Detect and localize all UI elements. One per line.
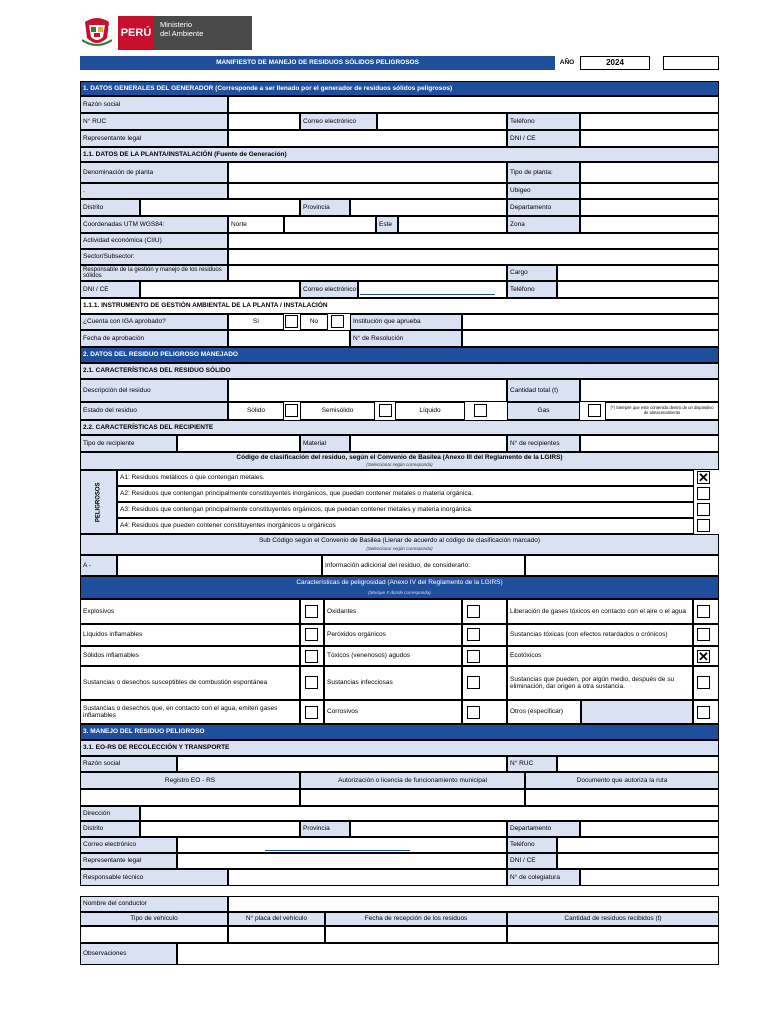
actividad-field[interactable] <box>228 233 719 249</box>
coat-of-arms-icon <box>82 16 112 48</box>
resolucion-label: N° de Resolución <box>350 330 462 347</box>
observaciones-field[interactable] <box>177 943 719 965</box>
no-checkbox[interactable] <box>331 315 344 328</box>
year-label: AÑO <box>559 59 575 67</box>
cantidad-recibidos-header: Cantidad de residuos recibidos (t) <box>507 912 719 926</box>
colegiatura-field[interactable] <box>580 869 719 886</box>
ecotoxicos-checkbox[interactable]: ✕ <box>698 649 709 664</box>
provincia-field[interactable] <box>350 199 507 216</box>
correo-label: Correo electrónico <box>300 113 377 130</box>
code-a1-checkbox[interactable]: ✕ <box>698 470 709 485</box>
dni-field[interactable] <box>580 130 719 147</box>
address-field[interactable] <box>228 183 507 199</box>
gas-label: Gas <box>507 402 580 420</box>
combustion-checkbox[interactable] <box>305 676 318 689</box>
cantidad-label: Cantidad total (t) <box>507 379 580 402</box>
telefono-field[interactable] <box>580 113 719 130</box>
code-a4-checkbox[interactable] <box>697 519 710 532</box>
peru-logo-text: PERÚ <box>120 27 152 39</box>
form-title: MANIFIESTO DE MANEJO DE RESIDUOS SÓLIDOS PELIGROSOS <box>80 56 555 70</box>
ruc-label: N° RUC <box>80 113 228 130</box>
eo-rep-field[interactable] <box>177 853 507 869</box>
section1-header: 1. DATOS GENERALES DEL GENERADOR (Corresponde a ser llenado por el generador de residuos sólidos peligrosos) <box>80 81 719 96</box>
institucion-field[interactable] <box>462 314 719 330</box>
registro-header: Registro EO - RS <box>80 772 300 789</box>
resp-dni-label: DNI / CE <box>80 281 140 298</box>
cargo-field[interactable] <box>557 265 719 281</box>
eo-distrito-label: Distrito <box>80 821 140 837</box>
otros-field[interactable] <box>581 700 693 724</box>
fecha-aprob-label: Fecha de aprobación <box>80 330 228 347</box>
liberacion-checkbox[interactable] <box>697 605 710 618</box>
iga-label: ¿Cuenta con IGA aprobado? <box>80 314 228 330</box>
section21-header: 2.1. CARACTERÍSTICAS DEL RESIDUO SÓLIDO <box>80 363 719 379</box>
eo-ruc-label: N° RUC <box>507 756 557 772</box>
responsable-field[interactable] <box>228 265 507 281</box>
si-checkbox[interactable] <box>285 315 298 328</box>
gas-checkbox[interactable] <box>588 404 601 417</box>
code-a2-checkbox[interactable] <box>697 487 710 500</box>
no-label: No <box>300 314 328 330</box>
infecciosas-label: Sustancias infecciosas <box>324 666 462 700</box>
peligrosos-label: PELIGROSOS <box>95 482 102 522</box>
eo-departamento-label: Departamento <box>507 821 580 837</box>
eo-razon-field[interactable] <box>177 756 507 772</box>
n-recipientes-label: N° de recipientes <box>507 435 580 452</box>
resp-correo-field[interactable] <box>358 281 507 298</box>
autorizacion-field[interactable] <box>300 789 525 806</box>
razon-social-label: Razón social <box>80 96 228 113</box>
resp-tecnico-field[interactable] <box>228 869 507 886</box>
distrito-field[interactable] <box>140 199 300 216</box>
responsable-label: Responsable de la gestión y manejo de los residuos sólidos <box>80 265 228 281</box>
eo-ruc-field[interactable] <box>557 756 719 772</box>
subcodigo-subheader: (Seleccionar según corresponda) <box>366 546 433 551</box>
denominacion-field[interactable] <box>228 162 507 183</box>
resp-telefono-field[interactable] <box>557 281 719 298</box>
tipo-vehiculo-field[interactable] <box>80 926 228 943</box>
liquido-label: Líquido <box>395 402 465 420</box>
actividad-label: Actividad económica (CIIU) <box>80 233 228 249</box>
placa-header: N° placa del vehículo <box>228 912 325 926</box>
otros-checkbox[interactable] <box>697 706 710 719</box>
sector-field[interactable] <box>228 249 719 265</box>
corrosivos-label: Corrosivos <box>324 700 462 724</box>
solidos-inf-checkbox[interactable] <box>305 650 318 663</box>
codigo-header: Código de clasificación del residuo, según el Convenio de Basilea (Anexo III del Reglamento de la LGIRS) <box>80 452 719 470</box>
eo-provincia-field[interactable] <box>350 821 507 837</box>
ruc-field[interactable] <box>228 113 300 130</box>
norte-label: Norte <box>228 216 284 233</box>
ecotoxicos-label: Ecotóxicos <box>507 646 693 666</box>
resolucion-field[interactable] <box>462 330 719 347</box>
resp-tecnico-label: Responsable técnico <box>80 869 228 886</box>
documento-header: Documento que autoriza la ruta <box>525 772 719 789</box>
eo-dni-label: DNI / CE <box>507 853 557 869</box>
toxicos-label: Tóxicos (venenosos) agudos <box>324 646 462 666</box>
sector-label: Sector/Subsector: <box>80 249 228 265</box>
eo-rep-label: Representante legal <box>80 853 177 869</box>
fecha-recepcion-header: Fecha de recepción de los residuos <box>325 912 507 926</box>
ministry-logo <box>154 16 252 50</box>
code-a1-label: A1: Residuos metálicos o que contengan metales. <box>117 470 694 486</box>
section3-header: 3. MANEJO DEL RESIDUO PELIGROSO <box>80 724 719 740</box>
oxidantes-checkbox[interactable] <box>467 605 480 618</box>
denominacion-label: Denominación de planta <box>80 162 228 183</box>
eliminacion-checkbox[interactable] <box>697 676 710 689</box>
direccion-label: Dirección <box>80 806 140 821</box>
direccion-field[interactable] <box>140 806 719 821</box>
liquido-checkbox[interactable] <box>474 404 487 417</box>
solido-checkbox[interactable] <box>285 404 298 417</box>
semisolido-label: Semisólido <box>300 402 375 420</box>
departamento-field[interactable] <box>580 199 719 216</box>
estado-label: Estado del residuo <box>80 402 228 420</box>
corrosivos-checkbox[interactable] <box>467 706 480 719</box>
autorizacion-header: Autorización o licencia de funcionamiento municipal <box>300 772 525 789</box>
cantidad-recibidos-field[interactable] <box>507 926 719 943</box>
zona-label: Zona <box>507 216 580 233</box>
cantidad-field[interactable] <box>580 379 719 402</box>
tipo-vehiculo-header: Tipo de vehículo <box>80 912 228 926</box>
subcodigo-header: Sub Código según el Convenio de Basilea (Llenar de acuerdo al código de clasificación marcado) <box>80 534 719 555</box>
eo-email-underline <box>265 850 410 851</box>
razon-social-field[interactable] <box>228 96 719 113</box>
a-field[interactable] <box>117 555 322 576</box>
dni-label: DNI / CE <box>507 130 580 147</box>
explosivos-checkbox[interactable] <box>305 605 318 618</box>
eo-correo-label: Correo electrónico <box>80 837 177 853</box>
liquidos-inf-checkbox[interactable] <box>305 628 318 641</box>
cargo-label: Cargo <box>507 265 557 281</box>
ministry-line-1: Ministerio <box>160 20 193 29</box>
solido-label: Sólido <box>228 402 284 420</box>
oxidantes-label: Oxidantes <box>324 599 462 624</box>
ubigeo-field[interactable] <box>580 183 719 199</box>
sustancias-toxicas-checkbox[interactable] <box>697 628 710 641</box>
eo-razon-label: Razón social <box>80 756 177 772</box>
peroxidos-checkbox[interactable] <box>467 628 480 641</box>
sustancias-toxicas-label: Sustancias tóxicas (con efectos retardados o crónicos) <box>507 624 693 646</box>
eo-telefono-field[interactable] <box>557 837 719 853</box>
conductor-field[interactable] <box>228 896 719 912</box>
si-label: Sí <box>228 314 284 330</box>
codigo-subheader: (Seleccionar según corresponda) <box>366 462 433 467</box>
este-label: Este <box>376 216 398 233</box>
eo-distrito-field[interactable] <box>140 821 300 837</box>
norte-field[interactable] <box>284 216 376 233</box>
eo-dni-field[interactable] <box>557 853 719 869</box>
a-label: A - <box>80 555 117 576</box>
este-field[interactable] <box>398 216 507 233</box>
fecha-aprob-field[interactable] <box>228 330 350 347</box>
eo-provincia-label: Provincia <box>300 821 350 837</box>
eo-departamento-field[interactable] <box>580 821 719 837</box>
explosivos-label: Explosivos <box>80 599 300 624</box>
section22-header: 2.2. CARACTERÍSTICAS DEL RECIPIENTE <box>80 420 719 435</box>
peligrosidad-subheader: (Marque X donde corresponda) <box>368 590 431 595</box>
n-recipientes-field[interactable] <box>580 435 719 452</box>
agua-label: Sustancias o desechos que, en contacto con el agua, emiten gases inflamables <box>80 700 300 724</box>
peligrosidad-header: Características de peligrosidad (Anexo IV del Reglamento de la LGIRS) <box>80 576 719 599</box>
section11-header: 1.1. DATOS DE LA PLANTA/INSTALACIÓN (Fuente de Generación) <box>80 147 719 162</box>
info-adicional-label: Información adicional del residuo, de considerarlo: <box>322 555 525 576</box>
section31-header: 3.1. EO-RS DE RECOLECCIÓN Y TRANSPORTE <box>80 740 719 756</box>
distrito-label: Distrito <box>80 199 140 216</box>
year-field[interactable]: 2024 <box>580 56 650 70</box>
email-underline <box>360 294 495 295</box>
infecciosas-checkbox[interactable] <box>467 676 480 689</box>
zona-field[interactable] <box>580 216 719 233</box>
resp-correo-label: Correo electrónico <box>300 281 358 298</box>
code-a4-label: A4: Residuos que pueden contener constituyentes inorgánicos u orgánicos <box>117 518 694 534</box>
descripcion-label: Descripción del residuo <box>80 379 228 402</box>
combustion-label: Sustancias o desechos susceptibles de combustión espontánea <box>80 666 300 700</box>
tipo-planta-label: Tipo de planta: <box>507 162 580 183</box>
code-a3-label: A3: Residuos que contengan principalmente constituyentes orgánicos, que puedan contener metales y materia inorgánica. <box>117 502 694 518</box>
code-a2-label: A2: Residuos que contengan principalmente constituyentes inorgánicos, que puedan contener metales o materia orgánica. <box>117 486 694 502</box>
placa-field[interactable] <box>228 926 325 943</box>
extra-field[interactable] <box>663 56 719 70</box>
liberacion-label: Liberación de gases tóxicos en contacto con el aire o el agua <box>507 599 693 624</box>
rep-legal-field[interactable] <box>228 130 507 147</box>
descripcion-field[interactable] <box>228 379 507 402</box>
fecha-recepcion-field[interactable] <box>325 926 507 943</box>
documento-field[interactable] <box>525 789 719 806</box>
eliminacion-label: Sustancias que pueden, por algún medio, después de su eliminación, dar origen a otra sustancia. <box>507 666 693 700</box>
rep-legal-label: Representante legal <box>80 130 228 147</box>
departamento-label: Departamento <box>507 199 580 216</box>
correo-field[interactable] <box>377 113 507 130</box>
peru-logo <box>118 16 154 50</box>
code-a3-checkbox[interactable] <box>697 503 710 516</box>
semisolido-checkbox[interactable] <box>379 404 392 417</box>
colegiatura-label: N° de colegiatura <box>507 869 580 886</box>
tipo-planta-field[interactable] <box>580 162 719 183</box>
liquidos-inf-label: Líquidos inflamables <box>80 624 300 646</box>
ministry-line-2: del Ambiente <box>160 28 204 38</box>
eo-telefono-label: Teléfono <box>507 837 557 853</box>
ubigeo-label: Ubigeo <box>507 183 580 199</box>
solidos-inf-label: Sólidos inflamables <box>80 646 300 666</box>
otros-label: Otros (especificar) <box>507 700 581 724</box>
toxicos-checkbox[interactable] <box>467 650 480 663</box>
tipo-recipiente-label: Tipo de recipiente <box>80 435 177 452</box>
coord-label: Coordenadas UTM WGS84: <box>80 216 228 233</box>
info-adicional-field[interactable] <box>525 555 719 576</box>
gas-note: (*) Siempre que este contenido dentro de un dispositivo de almacenamiento <box>605 402 719 420</box>
material-label: Material <box>300 435 350 452</box>
conductor-label: Nombre del conductor <box>80 896 228 912</box>
tipo-recipiente-field[interactable] <box>177 435 300 452</box>
institucion-label: Institución que aprueba <box>350 314 462 330</box>
observaciones-label: Observaciones <box>80 943 177 965</box>
peligrosos-cell <box>80 470 117 534</box>
section111-header: 1.1.1. INSTRUMENTO DE GESTIÓN AMBIENTAL DE LA PLANTA / INSTALACIÓN <box>80 298 719 314</box>
agua-checkbox[interactable] <box>305 706 318 719</box>
registro-field[interactable] <box>80 789 300 806</box>
section2-header: 2. DATOS DEL RESIDUO PELIGROSO MANEJADO <box>80 347 719 363</box>
material-field[interactable] <box>350 435 507 452</box>
peroxidos-label: Peróxidos orgánicos <box>324 624 462 646</box>
resp-telefono-label: Teléfono <box>507 281 557 298</box>
resp-dni-field[interactable] <box>140 281 300 298</box>
address-label: . <box>80 183 228 199</box>
telefono-label: Teléfono <box>507 113 580 130</box>
provincia-label: Provincia <box>300 199 350 216</box>
